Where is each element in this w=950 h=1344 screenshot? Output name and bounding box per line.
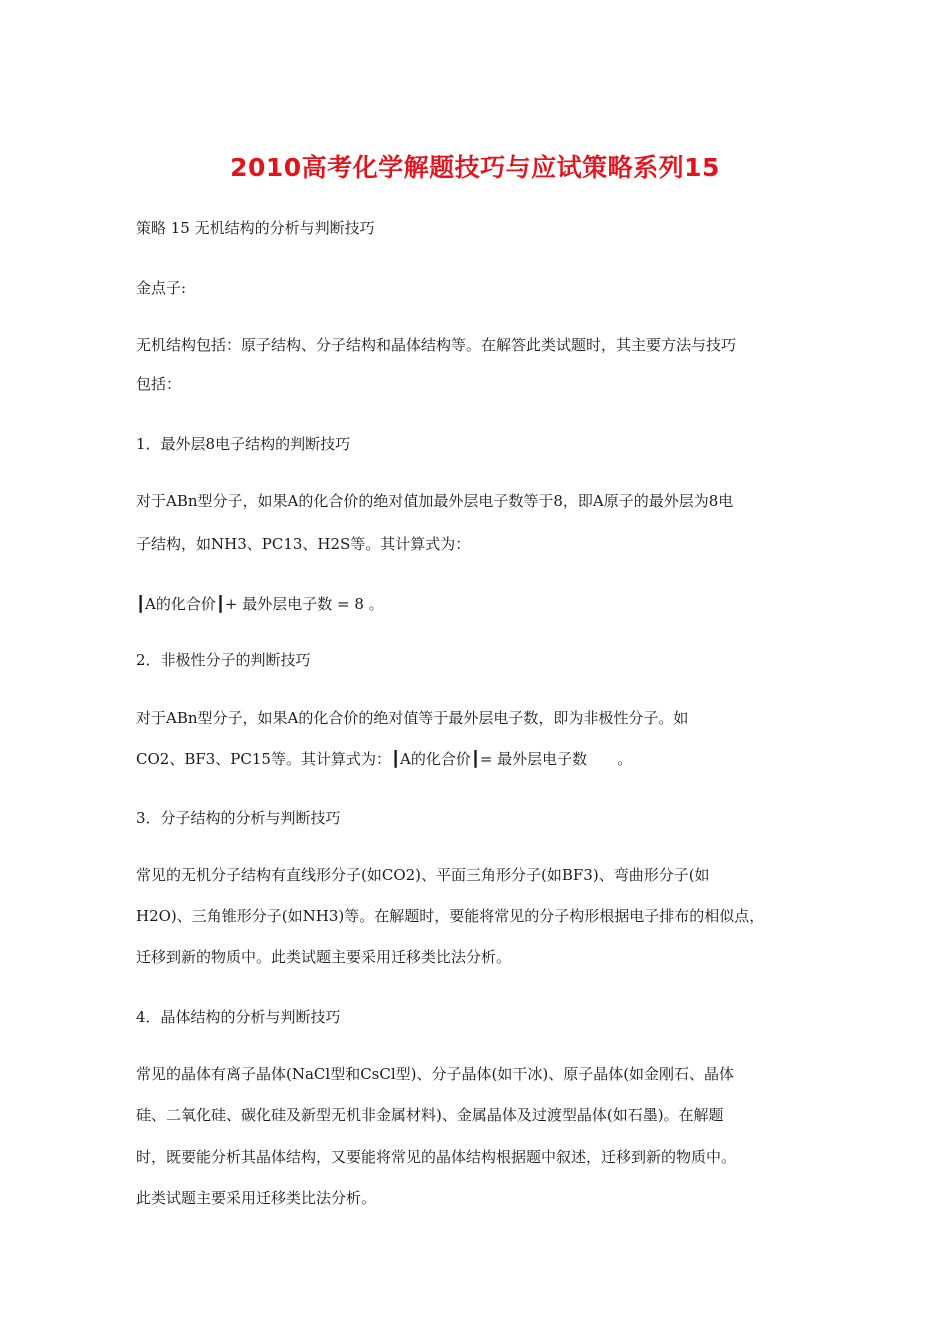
section-1-para-line-1: 对于ABn型分子，如果A的化合价的绝对值加最外层电子数等于8，即A原子的最外层为8电 xyxy=(136,492,734,510)
section-1-heading: 1．最外层8电子结构的判断技巧 xyxy=(136,435,351,453)
section-2-para-line-1: 对于ABn型分子，如果A的化合价的绝对值等于最外层电子数，即为非极性分子。如 xyxy=(136,709,689,727)
section-4-para-line-4: 此类试题主要采用迁移类比法分析。 xyxy=(136,1189,377,1207)
section-4-para-line-1: 常见的晶体有离子晶体(NaCl型和CsCl型)、分子晶体(如干冰)、原子晶体(如金刚石、晶体 xyxy=(136,1065,735,1083)
section-3-heading: 3．分子结构的分析与判断技巧 xyxy=(136,809,341,827)
section-2-period: 。 xyxy=(617,750,633,768)
section-3-para-line-2: H2O)、三角锥形分子(如NH3)等。在解题时，要能将常见的分子构形根据电子排布的相似点， xyxy=(136,907,765,925)
gold-label: 金点子: xyxy=(136,279,187,297)
section-3-para-line-1: 常见的无机分子结构有直线形分子(如CO2)、平面三角形分子(如BF3)、弯曲形分子(如 xyxy=(136,866,710,884)
section-4-para-line-3: 时，既要能分析其晶体结构，又要能将常见的晶体结构根据题中叙述，迁移到新的物质中。 xyxy=(136,1148,737,1166)
strategy-heading: 策略 15 无机结构的分析与判断技巧 xyxy=(136,219,375,237)
section-2-para-line-2 xyxy=(136,747,826,771)
section-2-heading: 2．非极性分子的判断技巧 xyxy=(136,651,311,669)
intro-line-1: 无机结构包括：原子结构、分子结构和晶体结构等。在解答此类试题时，其主要方法与技巧 xyxy=(136,336,737,354)
intro-line-2: 包括： xyxy=(136,375,182,393)
document-title: 2010高考化学解题技巧与应试策略系列15 xyxy=(230,153,720,182)
section-1-para-line-2: 子结构，如NH3、PC13、H2S等。其计算式为： xyxy=(136,535,471,553)
section-3-para-line-3: 迁移到新的物质中。此类试题主要采用迁移类比法分析。 xyxy=(136,948,512,966)
section-1-formula: ┃A的化合价┃+ 最外层电子数 = 8 。 xyxy=(136,595,384,613)
section-4-heading: 4．晶体结构的分析与判断技巧 xyxy=(136,1008,341,1026)
section-2-formula: CO2、BF3、PC15等。其计算式为：┃A的化合价┃= 最外层电子数 xyxy=(136,750,588,768)
section-4-para-line-2: 硅、二氧化硅、碳化硅及新型无机非金属材料)、金属晶体及过渡型晶体(如石墨)。在解题 xyxy=(136,1106,724,1124)
